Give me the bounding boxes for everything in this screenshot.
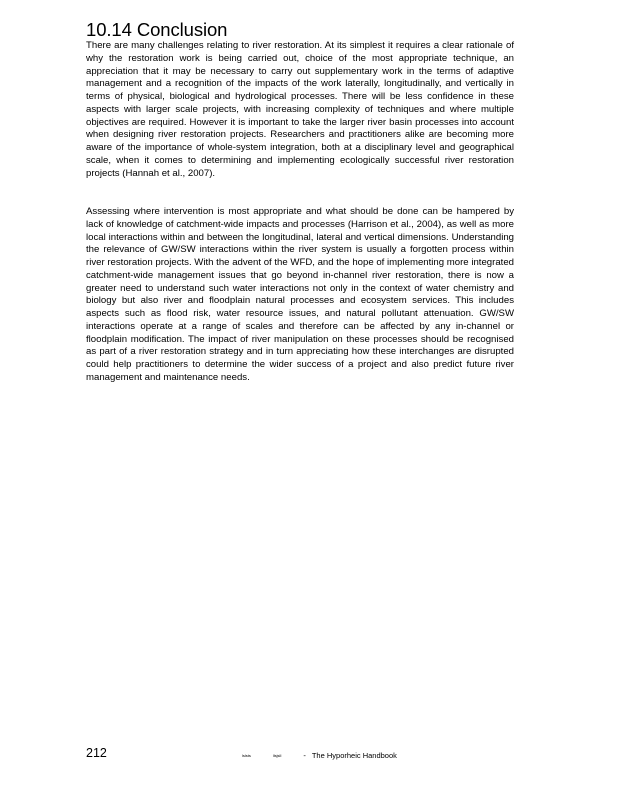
running-footer xyxy=(242,751,397,761)
book-title: The Hyporheic Handbook xyxy=(311,751,397,760)
paragraph-1: There are many challenges relating to river restoration. At its simplest it requires a clear rationale of why the restoration work is being carried out, choice of the most appropriate technique, an appreciation that it may be necessary to carry out supplementary work in the terms of adaptive management and a recognition of the impacts of the work laterally, longitudinally, and vertically in terms of physical, biological and hydrological processes. There will be less confidence in these aspects with larger scale projects, with increasing complexity of techniques and where multiple objectives are required. However it is important to take the larger river basin processes into account when designing river restoration projects. Researchers and practitioners alike are becoming more aware of the importance of whole-system integration, both at a disciplinary level and geographical scale, when it comes to determining and implementing ecologically successful river restoration projects (Hannah et al., 2007). xyxy=(86,40,514,179)
footer-tag-b: llsjsll xyxy=(272,753,282,759)
footer-separator: - xyxy=(303,751,306,760)
paragraph-2: Assessing where intervention is most appropriate and what should be done can be hampered by lack of knowledge of catchment-wide impacts and processes (Harrison et al., 2004), as well as more local interactions within and between the longitudinal, lateral and vertical dimensions. Understanding the relevance of GW/SW interactions within the river system is usually a forgotten process within river restoration projects. With the advent of the WFD, and the hope of implementing more integrated catchment-wide management issues that go beyond in-channel river restoration, there is now a greater need to understand such water interactions not only in the context of water chemistry and biology but also river and floodplain natural processes and ecosystem services. This includes aspects such as flood risk, water resource issues, and natural pollutant attenuation. GW/SW interactions operate at a range of scales and therefore can be affected by any in-channel or floodplain modification. The impact of river manipulation on these processes should be recognised as part of a river restoration strategy and in turn appreciating how these interchanges are disrupted could help practitioners to determine the wider success of a project and also predict future river management and maintenance needs. xyxy=(86,206,514,383)
footer-tag-a: lslsts xyxy=(242,753,251,759)
page-number: 212 xyxy=(86,746,107,760)
section-heading: 10.14 Conclusion xyxy=(86,19,228,40)
